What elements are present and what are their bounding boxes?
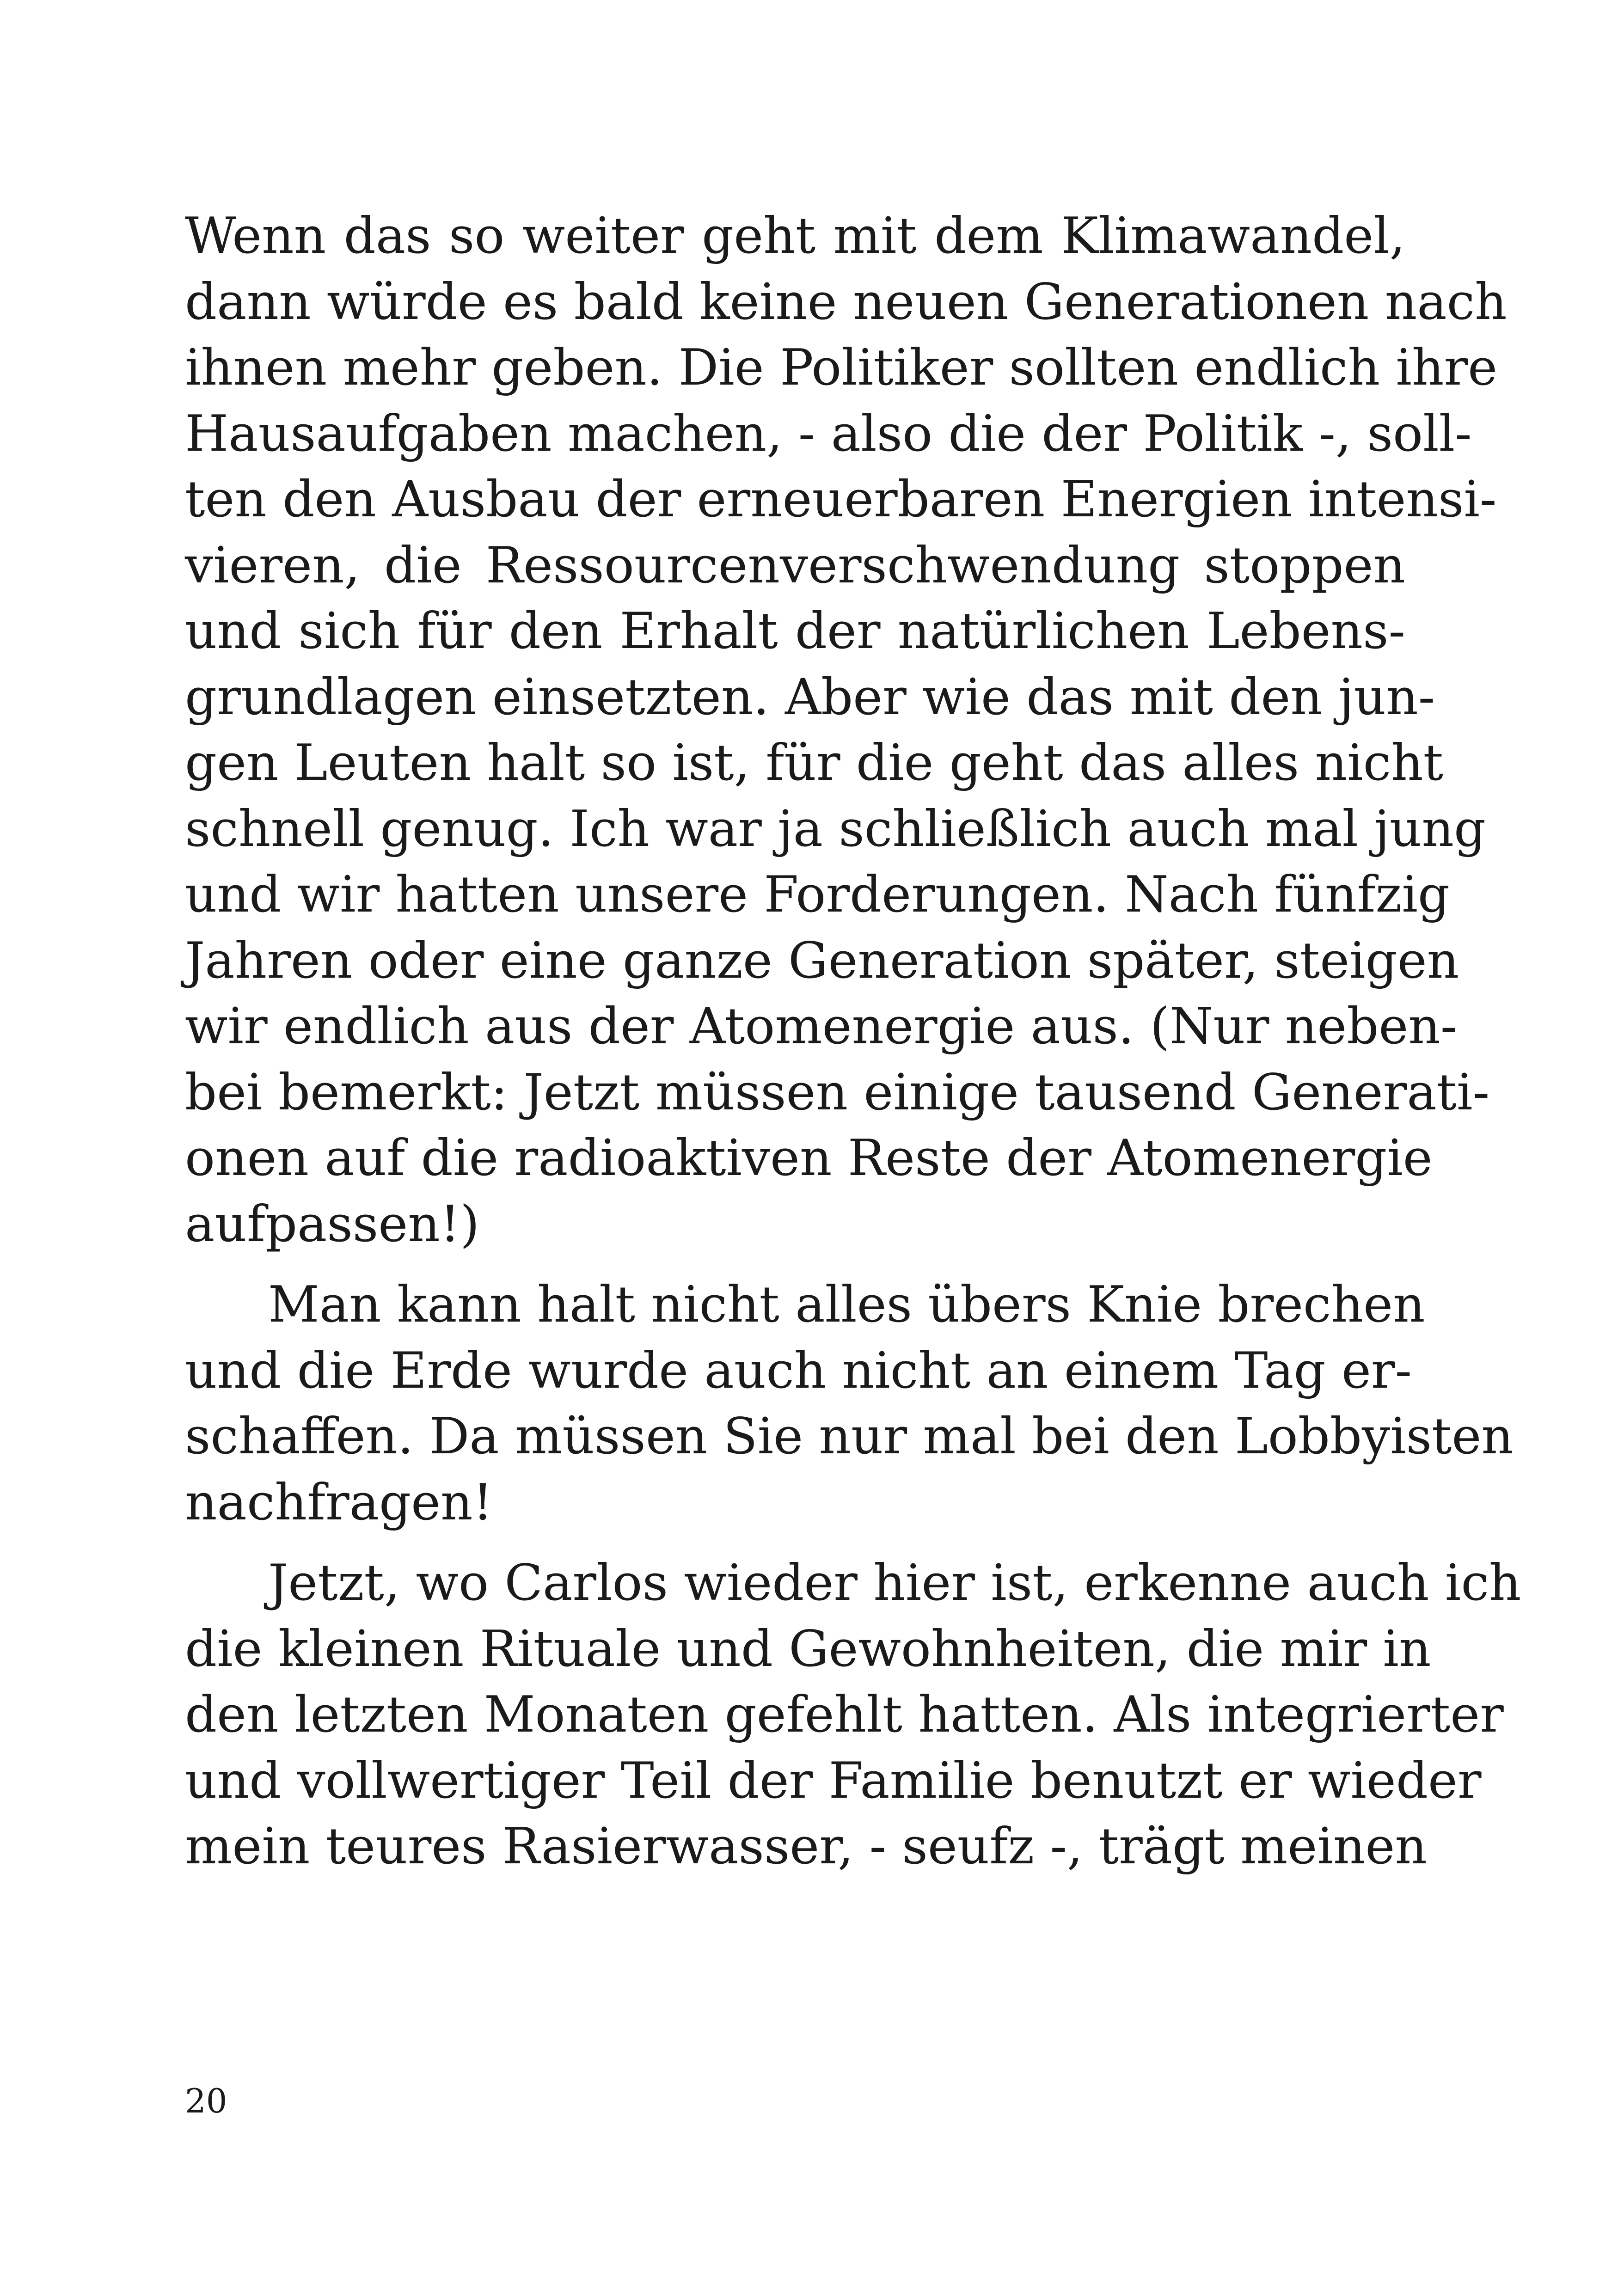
text-line: Jahren oder eine ganze Generation später, steigen [185, 931, 1459, 990]
text-line: Man kann halt nicht alles übers Knie brechen [268, 1276, 1425, 1334]
text-line: und wir hatten unsere Forderungen. Nach fünfzig [185, 866, 1450, 924]
text-line: bei bemerkt: Jetzt müssen einige tausend Generati- [185, 1063, 1490, 1121]
text-line: und vollwertiger Teil der Familie benutzt er wieder [185, 1751, 1482, 1810]
text-line: und die Erde wurde auch nicht an einem Tag er- [185, 1341, 1412, 1400]
text-line: ihnen mehr geben. Die Politiker sollten endlich ihre [185, 339, 1498, 397]
text-line: wir endlich aus der Atomenergie aus. (Nur neben- [185, 998, 1458, 1055]
page-number: 20 [185, 2082, 227, 2120]
paragraph [185, 1272, 1514, 1536]
paragraph [185, 1550, 1521, 1880]
text-line: Wenn das so weiter geht mit dem Klimawandel, [185, 207, 1405, 265]
text-line: mein teures Rasierwasser, - seufz -, trägt meinen [185, 1818, 1427, 1875]
text-line: schaffen. Da müssen Sie nur mal bei den Lobbyisten [185, 1408, 1514, 1465]
text-line: den letzten Monaten gefehlt hatten. Als integrierter [185, 1686, 1504, 1744]
text-line: nachfragen! [185, 1473, 493, 1531]
text-line: grundlagen einsetzten. Aber wie das mit den jun- [185, 668, 1435, 726]
text-line: schnell genug. Ich war ja schließlich auch mal jung [185, 800, 1486, 858]
text-line: onen auf die radioaktiven Reste der Atomenergie [185, 1129, 1433, 1187]
paragraph [185, 203, 1507, 1257]
body-text [185, 203, 1521, 1880]
text-line: Hausaufgaben machen, - also die der Politik -, soll- [185, 404, 1472, 463]
text-line: Jetzt, wo Carlos wieder hier ist, erkenne auch ich [268, 1554, 1521, 1612]
text-line: ten den Ausbau der erneuerbaren Energien intensi- [185, 471, 1497, 528]
text-line: und sich für den Erhalt der natürlichen Lebens- [185, 602, 1405, 660]
text-line: dann würde es bald keine neuen Generationen nach [185, 273, 1507, 331]
text-line: aufpassen!) [185, 1195, 480, 1253]
text-line: die kleinen Rituale und Gewohnheiten, die mir in [185, 1620, 1431, 1678]
text-line: gen Leuten halt so ist, für die geht das alles nicht [185, 734, 1444, 792]
text-line: vieren, die Ressourcenverschwendung stoppen [185, 536, 1405, 594]
